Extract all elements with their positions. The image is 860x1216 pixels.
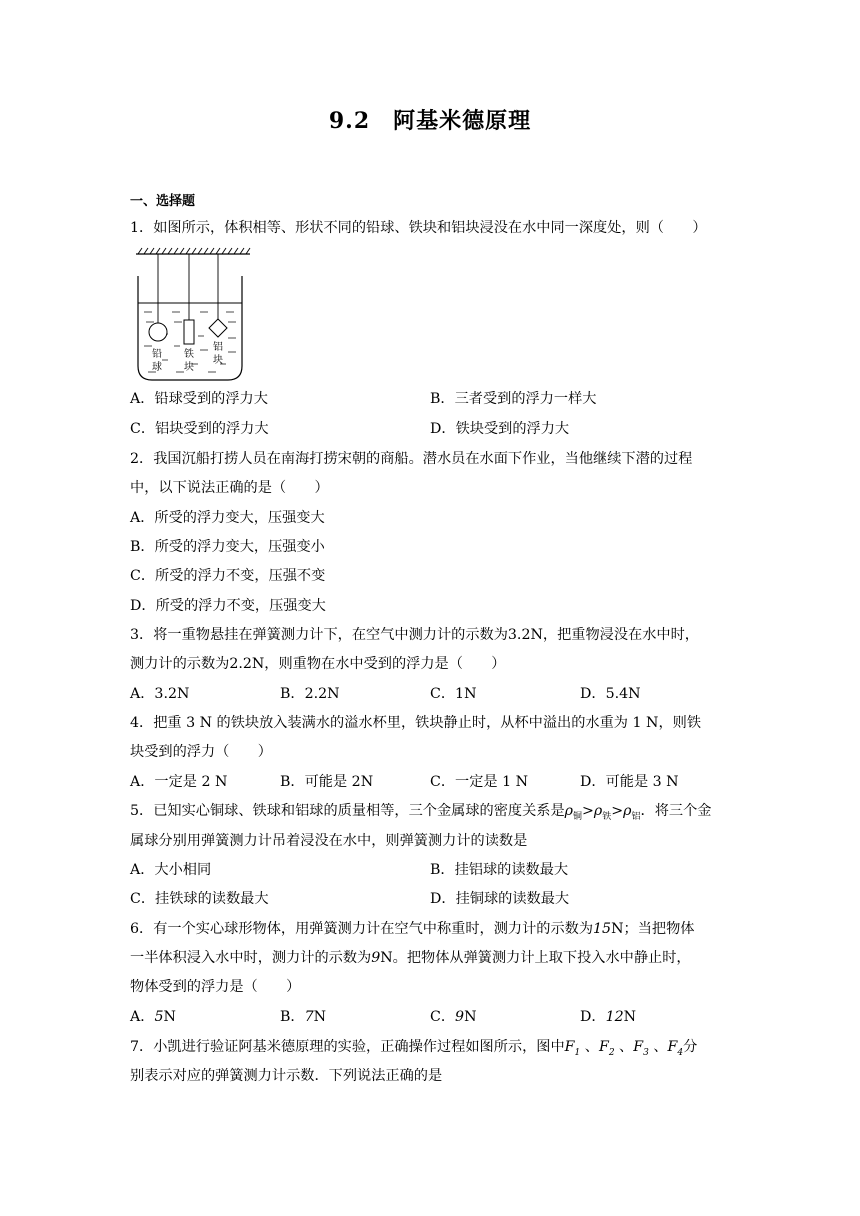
q3-stem-line1: 3．将一重物悬挂在弹簧测力计下，在空气中测力计的示数为3.2N，把重物浸没在水中时， xyxy=(130,627,699,643)
q6-option-c: C．9N xyxy=(430,1009,477,1025)
force-f2: $F_2$ xyxy=(598,1039,615,1058)
gt-2: > xyxy=(611,803,624,819)
force-f4: $F_4$ xyxy=(667,1039,684,1058)
q2-stem-line1: 2．我国沉船打捞人员在南海打捞宋朝的商船。潜水员在水面下作业，当他继续下潜的过程 xyxy=(130,451,693,467)
q5-stem-text-a: 5．已知实心铜球、铁球和铝球的质量相等，三个金属球的密度关系是 xyxy=(130,803,565,819)
q2-option-a: A．所受的浮力变大，压强变大 xyxy=(130,510,325,526)
force-f1: $F_1$ xyxy=(564,1039,581,1058)
q3-option-d: D．5.4N xyxy=(580,686,641,702)
q4-stem-line2: 块受到的浮力（ ） xyxy=(130,744,272,760)
label-iron-1: 铁 xyxy=(184,349,194,360)
label-al-1: 铝 xyxy=(213,342,223,353)
q3-option-a: A．3.2N xyxy=(130,686,190,702)
ceiling-hatch xyxy=(138,248,250,254)
q6-option-a: A．5N xyxy=(130,1009,176,1025)
q1-option-b: B．三者受到的浮力一样大 xyxy=(430,391,597,407)
q6-stem-line3: 物体受到的浮力是（ ） xyxy=(130,979,301,995)
q7-stem-line1: 7．小凯进行验证阿基米德原理的实验，正确操作过程如图所示，图中$F_1$ 、$F_2$ 、$F_3$ 、$F_4$分 xyxy=(130,1039,698,1058)
q1-option-a: A．铅球受到的浮力大 xyxy=(130,391,268,407)
q4-option-c: C．一定是 1 N xyxy=(430,774,529,790)
rho-copper: $\rho_铜$ xyxy=(564,803,583,822)
q4-option-a: A．一定是 2 N xyxy=(130,774,228,790)
q2-stem-line2: 中，以下说法正确的是（ ） xyxy=(130,480,329,496)
q5-option-b: B．挂铝球的读数最大 xyxy=(430,862,569,878)
label-lead-1: 铅 xyxy=(152,349,162,360)
label-iron-2: 块 xyxy=(184,362,194,373)
q1-option-c: C．铝块受到的浮力大 xyxy=(130,421,269,437)
q1-stem: 1．如图所示，体积相等、形状不同的铅球、铁块和铝块浸没在水中同一深度处，则（ ） xyxy=(130,220,707,236)
q6-weight-half-submerged: 9 xyxy=(371,950,381,966)
q6-option-b: B．7N xyxy=(280,1009,327,1025)
q4-option-d: D．可能是 3 N xyxy=(580,774,679,790)
q5-option-a: A．大小相同 xyxy=(130,862,212,878)
rho-aluminum: $\rho_铝$ xyxy=(623,803,641,822)
q3-option-b: B．2.2N xyxy=(280,686,340,702)
q5-option-d: D．挂铜球的读数最大 xyxy=(430,891,570,907)
page-title: 9.2 阿基米德原理 xyxy=(328,108,532,134)
q6-stem-line2: 一半体积浸入水中时，测力计的示数为9N。把物体从弹簧测力计上取下投入水中静止时， xyxy=(130,950,691,966)
q3-stem-line2: 测力计的示数为2.2N，则重物在水中受到的浮力是（ ） xyxy=(130,656,506,672)
section-heading: 一、选择题 xyxy=(130,194,196,209)
q6-option-d: D．12N xyxy=(580,1009,637,1025)
q2-option-c: C．所受的浮力不变，压强不变 xyxy=(130,568,326,584)
q4-stem-line1: 4．把重 3 N 的铁块放入装满水的溢水杯里，铁块静止时，从杯中溢出的水重为 1 N，则铁 xyxy=(130,715,702,731)
aluminum-block-shape xyxy=(209,319,227,337)
label-lead-2: 球 xyxy=(152,362,162,373)
rho-iron: $\rho_铁$ xyxy=(593,803,612,822)
q7-stem-line2: 别表示对应的弹簧测力计示数．下列说法正确的是 xyxy=(130,1068,443,1084)
q1-figure xyxy=(128,246,258,386)
q3-option-c: C．1N xyxy=(430,686,477,702)
q1-option-d: D．铁块受到的浮力大 xyxy=(430,421,570,437)
q5-stem-text-b: ．将三个金 xyxy=(640,803,712,819)
label-al-2: 块 xyxy=(213,355,223,366)
q6-stem-line1: 6．有一个实心球形物体，用弹簧测力计在空气中称重时，测力计的示数为15N；当把物体 xyxy=(130,921,695,937)
q2-option-d: D．所受的浮力不变，压强变大 xyxy=(130,598,326,614)
q5-stem-line1 xyxy=(130,800,740,828)
q2-option-b: B．所受的浮力变大，压强变小 xyxy=(130,539,325,555)
q5-stem-line2: 属球分别用弹簧测力计吊着浸没在水中，则弹簧测力计的读数是 xyxy=(130,833,528,849)
q4-option-b: B．可能是 2N xyxy=(280,774,374,790)
iron-block-shape xyxy=(184,320,194,344)
lead-ball-shape xyxy=(149,323,167,341)
q5-option-c: C．挂铁球的读数最大 xyxy=(130,891,269,907)
force-f3: $F_3$ xyxy=(633,1039,649,1058)
gt-1: > xyxy=(582,803,594,819)
q6-weight-air: 15 xyxy=(593,921,612,937)
